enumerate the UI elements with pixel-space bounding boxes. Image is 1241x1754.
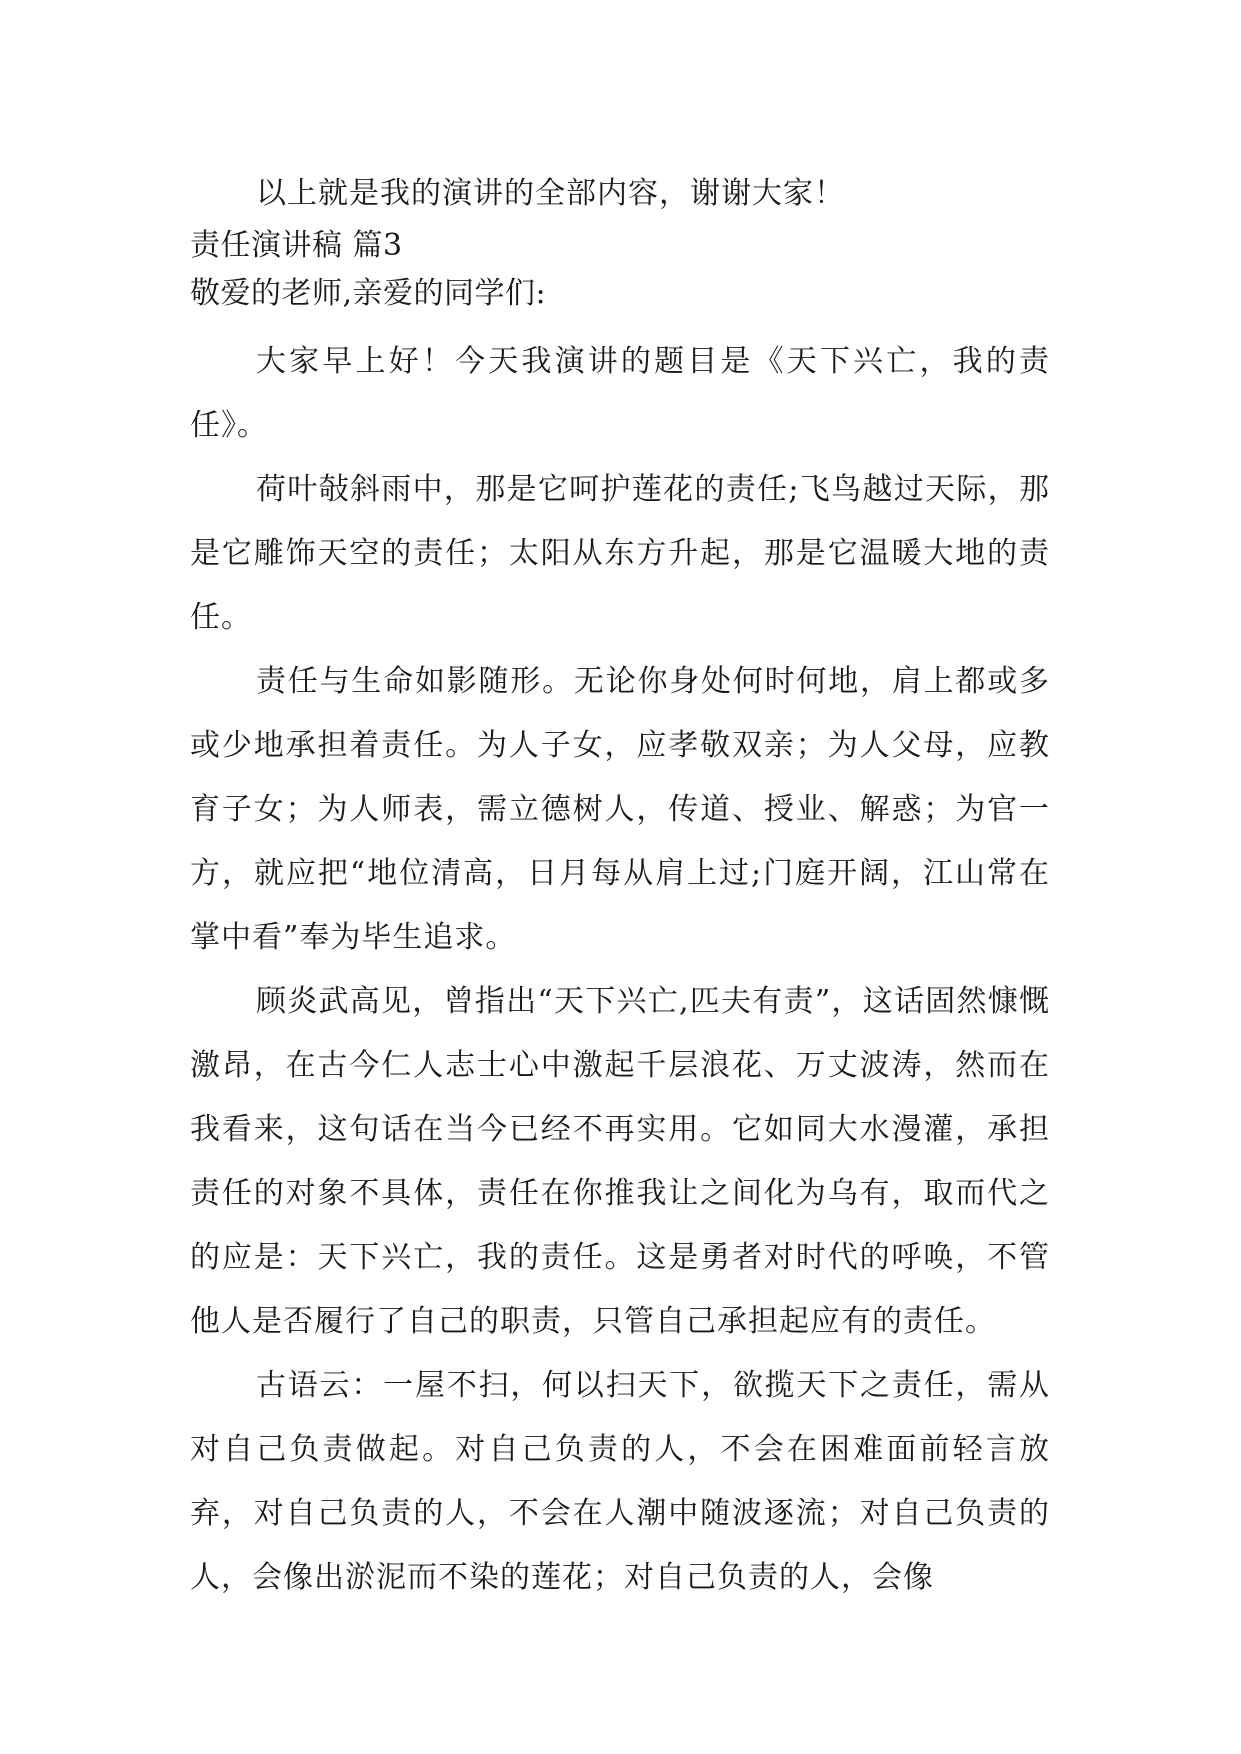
closing-line: 以上就是我的演讲的全部内容，谢谢大家！ bbox=[256, 176, 845, 211]
salutation: 敬爱的老师,亲爱的同学们: bbox=[190, 276, 547, 311]
section-title: 责任演讲稿 篇3 bbox=[190, 228, 403, 263]
paragraph-lotus: 荷叶敧斜雨中，那是它呵护莲花的责任;飞鸟越过天际，那是它雕饰天空的责任；太阳从东方升起，那是它温暖大地的责任。 bbox=[190, 472, 1050, 635]
paragraph-ancient-saying: 古语云：一屋不扫，何以扫天下，欲揽天下之责任，需从对自己负责做起。对自己负责的人，不会在困难面前轻言放弃，对自己负责的人，不会在人潮中随波逐流；对自己负责的人，会像出淤泥而不染的莲花；对自己负责的人，会像 bbox=[190, 1368, 1050, 1595]
paragraph-gu-yanwu: 顾炎武高见，曾指出“天下兴亡,匹夫有责”，这话固然慷慨激昂，在古今仁人志士心中激起千层浪花、万丈波涛，然而在我看来，这句话在当今已经不再实用。它如同大水漫灌，承担责任的对象不具体，责任在你推我让之间化为乌有，取而代之的应是：天下兴亡，我的责任。这是勇者对时代的呼唤，不管他人是否履行了自己的职责，只管自己承担起应有的责任。 bbox=[190, 984, 1050, 1339]
spacer bbox=[190, 322, 1050, 330]
paragraph-greeting: 大家早上好！今天我演讲的题目是《天下兴亡，我的责任》。 bbox=[190, 344, 1050, 443]
paragraph-responsibility-life: 责任与生命如影随形。无论你身处何时何地，肩上都或多或少地承担着责任。为人子女，应孝敬双亲；为人父母，应教育子女；为人师表，需立德树人，传道、授业、解惑；为官一方，就应把“地位清高，日月每从肩上过;门庭开阔，江山常在掌中看”奉为毕生追求。 bbox=[190, 664, 1050, 955]
document-page bbox=[190, 160, 1050, 1610]
